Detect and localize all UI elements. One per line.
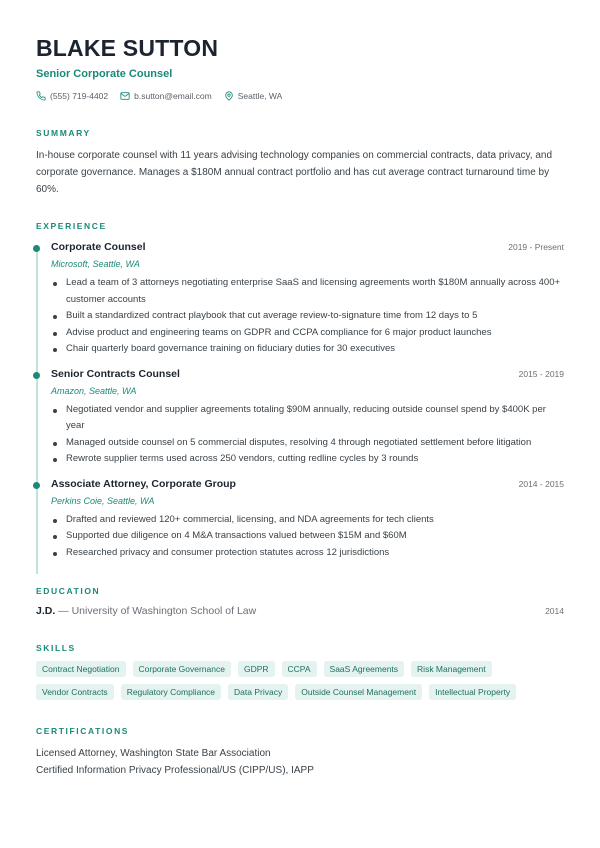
contact-email bbox=[120, 91, 212, 101]
skill-tag: Vendor Contracts bbox=[36, 684, 114, 700]
contact-phone bbox=[36, 91, 108, 101]
certification-item: Certified Information Privacy Professional/US (CIPP/US), IAPP bbox=[36, 765, 314, 776]
bullet-item: Negotiated vendor and supplier agreements totaling $90M annually, reducing outside counsel spend by $400K per year bbox=[51, 402, 564, 435]
phone-text: (555) 719-4402 bbox=[50, 91, 109, 101]
certifications-list bbox=[36, 745, 564, 779]
bullet-item: Lead a team of 3 attorneys negotiating enterprise SaaS and licensing agreements worth $180M annually across 400+ customer accounts bbox=[51, 275, 564, 308]
job-entry-dates: 2019 - Present bbox=[508, 242, 564, 252]
bullet-item: Managed outside counsel on 5 commercial disputes, resolving 4 through negotiated settlement before litigation bbox=[51, 435, 564, 452]
job-entry-company: Amazon, Seattle, WA bbox=[51, 385, 137, 396]
job-title: Senior Corporate Counsel bbox=[36, 68, 173, 80]
skills-heading: SKILLS bbox=[36, 643, 76, 653]
timeline-line bbox=[36, 245, 38, 574]
skill-tag: Corporate Governance bbox=[133, 661, 231, 677]
skill-tag: GDPR bbox=[238, 661, 275, 677]
skill-tag: SaaS Agreements bbox=[324, 661, 405, 677]
contact-location bbox=[224, 91, 283, 101]
phone-icon bbox=[36, 91, 46, 101]
bullet-item: Drafted and reviewed 120+ commercial, licensing, and NDA agreements for tech clients bbox=[51, 512, 564, 529]
job-entry-title: Associate Attorney, Corporate Group bbox=[51, 477, 236, 490]
skill-tag: Risk Management bbox=[411, 661, 492, 677]
bullet-item: Chair quarterly board governance training on fiduciary duties for 30 executives bbox=[51, 341, 564, 358]
job-entry bbox=[51, 241, 564, 358]
education-entry bbox=[36, 605, 564, 617]
summary-text: In-house corporate counsel with 11 years advising technology companies on commercial contracts, data privacy, and corporate governance. Manages a $180M annual contract portfolio and has cut average contract turnaround time by 60%. bbox=[36, 150, 553, 195]
skill-tag: Data Privacy bbox=[228, 684, 288, 700]
job-bullets bbox=[51, 512, 564, 562]
job-entry bbox=[51, 478, 564, 562]
job-entry bbox=[51, 368, 564, 468]
education-year: 2014 bbox=[545, 606, 564, 616]
location-text: Seattle, WA bbox=[237, 91, 283, 101]
job-entry-title: Corporate Counsel bbox=[51, 241, 146, 253]
education-school: — University of Washington School of Law bbox=[55, 605, 257, 617]
certifications-heading: CERTIFICATIONS bbox=[36, 726, 130, 736]
job-bullets bbox=[51, 275, 564, 358]
timeline-dot bbox=[33, 372, 40, 379]
job-bullets bbox=[51, 402, 564, 468]
skill-tag: Regulatory Compliance bbox=[121, 684, 221, 700]
skill-tag: Contract Negotiation bbox=[36, 661, 126, 677]
experience-timeline bbox=[36, 241, 564, 561]
contact-row bbox=[36, 91, 564, 101]
skill-tag: CCPA bbox=[282, 661, 317, 677]
candidate-name: BLAKE SUTTON bbox=[36, 35, 219, 61]
mail-icon bbox=[120, 91, 130, 101]
education-heading: EDUCATION bbox=[36, 586, 101, 596]
bullet-item: Advise product and engineering teams on GDPR and CCPA compliance for 6 major product launches bbox=[51, 325, 564, 342]
email-text: b.sutton@email.com bbox=[134, 91, 212, 101]
skills-list bbox=[36, 661, 576, 707]
timeline-dot bbox=[33, 482, 40, 489]
job-entry-dates: 2014 - 2015 bbox=[518, 478, 564, 489]
bullet-item: Rewrote supplier terms used across 250 vendors, cutting redline cycles by 3 rounds bbox=[51, 451, 564, 468]
education-degree: J.D. bbox=[36, 605, 56, 617]
summary-heading: SUMMARY bbox=[36, 128, 91, 138]
certification-item: Licensed Attorney, Washington State Bar Association bbox=[36, 748, 271, 759]
skill-tag: Outside Counsel Management bbox=[295, 684, 422, 700]
location-pin-icon bbox=[224, 91, 234, 101]
job-entry-company: Microsoft, Seattle, WA bbox=[51, 259, 140, 269]
bullet-item: Supported due diligence on 4 M&A transactions valued between $15M and $60M bbox=[51, 528, 564, 545]
timeline-dot bbox=[33, 245, 40, 252]
experience-heading: EXPERIENCE bbox=[36, 221, 107, 231]
job-entry-dates: 2015 - 2019 bbox=[518, 368, 564, 379]
bullet-item: Built a standardized contract playbook that cut average review-to-signature time from 12 days to 5 bbox=[51, 308, 564, 325]
skill-tag: Intellectual Property bbox=[429, 684, 516, 700]
bullet-item: Researched privacy and consumer protection statutes across 12 jurisdictions bbox=[51, 545, 564, 562]
job-entry-title: Senior Contracts Counsel bbox=[51, 367, 180, 380]
job-entry-company: Perkins Coie, Seattle, WA bbox=[51, 495, 155, 506]
